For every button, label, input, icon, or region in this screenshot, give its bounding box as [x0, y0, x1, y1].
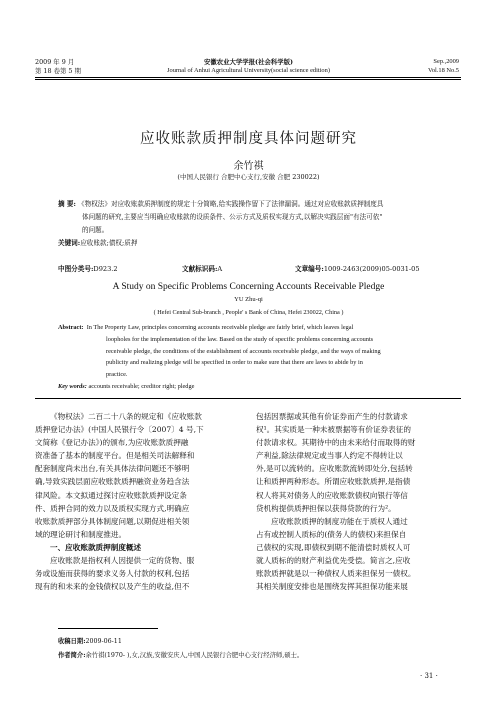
- doc-value: A: [217, 265, 223, 273]
- body-line: 外,是可以流转的。应收账款流转即处分,包括转: [256, 464, 413, 474]
- body-line: 包括因票据或其他有价证券而产生的付款请求: [256, 412, 408, 421]
- section-heading: 一、应收账款质押制度概述: [50, 542, 142, 552]
- abstract-line: 的问题。: [82, 226, 109, 234]
- id-label: 文章编号:: [295, 265, 324, 273]
- received-date: [58, 636, 122, 645]
- author-bio-value: 余竹祺(1970- ),女,汉族,安徽安庆人,中国人民银行合肥中心支行经济师,硕士。: [85, 652, 304, 659]
- clc-label: 中图分类号:: [58, 265, 94, 273]
- body-line: 己债权的实现,即债权到期不能清偿时质权人可: [256, 542, 411, 552]
- doc-code: [182, 263, 222, 273]
- body-line: 文简称《登记办法》)的颁布,为应收账款质押融: [35, 438, 189, 448]
- body-line: 律风险。本文拟通过探讨应收账款质押设定条: [35, 490, 187, 500]
- header-journal-cn: 安徽农业大学学报(社会科学版): [203, 58, 294, 66]
- abstract-en-line: practice.: [106, 371, 128, 379]
- abstract-en-line: loopholes for the implementation of the law. Based on the study of specific problems concerning accounts: [106, 335, 374, 343]
- keywords-en-value: accounts receivable; creditor right; pledge: [88, 383, 195, 390]
- keywords-label: 关键词:: [58, 239, 81, 247]
- header-journal-en: Journal of Anhui Agricultural University(social science edition): [167, 67, 330, 74]
- body-line: 就人质标的的财产利益优先受偿。简言之,应收: [256, 556, 411, 566]
- author-bio-label: 作者简介:: [58, 652, 86, 659]
- article-affiliation: (中国人民银行 合肥中心支行,安徽 合肥 230022): [177, 173, 320, 181]
- abstract-en-line: In The Property Law, principles concerning accounts receivable pledge are fairly brief, which leaves legal: [86, 324, 354, 331]
- body-line: 收账款质押部分具体制度问题,以期促进相关领: [35, 516, 190, 526]
- clc-number: [58, 263, 118, 273]
- header-rule-thin: [35, 79, 461, 80]
- body-line: 《物权法》二百二十八条的规定和《应收账款: [50, 412, 202, 421]
- body-line: 应收账款质押的制度功能在于质权人通过: [271, 516, 408, 526]
- body-line: 占有或控制人质标的(债务人的债权)来担保自: [256, 529, 407, 539]
- body-right-column: [256, 410, 459, 593]
- abstract-cn: [58, 198, 458, 250]
- id-value: 1009-2463(2009)05-0031-05: [323, 265, 420, 273]
- body-line: 域的理论研讨和制度推进。: [35, 529, 127, 539]
- english-affiliation: ( Hefei Central Sub-branch , People' s Bank of China, Hefei 230022, China ): [153, 309, 344, 316]
- body-line: 贷机构提供质押担保以获得贷款的行为²。: [256, 503, 396, 513]
- article-id: [295, 263, 420, 273]
- page-number: · 31 ·: [420, 672, 438, 680]
- header-volume: 第 18 卷第 5 期: [35, 67, 81, 75]
- body-line: 配套制度尚未出台,有关具体法律问题还不够明: [35, 464, 190, 474]
- abstract-line: 《物权法》对应收账款质押制度的规定十分简略,给实践操作留下了法律漏洞。通过对应收账款质押制度具: [78, 200, 384, 208]
- clc-value: D923.2: [93, 265, 118, 273]
- header-date: 2009 年 9 月: [35, 58, 75, 66]
- keywords-en: [58, 383, 194, 390]
- abstract-en: [58, 322, 453, 381]
- body-line: 账款质押就是以一种债权人质来担保另一债权。: [256, 569, 416, 579]
- keywords-en-label: Key words:: [58, 383, 87, 390]
- footnote-rule: [58, 628, 158, 629]
- header-date-en: Sep.,2009: [433, 58, 459, 65]
- author-bio: [58, 650, 303, 659]
- received-value: 2009-06-11: [85, 638, 122, 645]
- header-rule: [35, 77, 461, 78]
- header-volume-en: Vol.18 No.5: [428, 67, 459, 74]
- english-author: YU Zhu-qi: [234, 296, 263, 303]
- abstract-en-line: receivable pledge, the conditions of the establishment of accounts receivable pledge, and the ways of making: [106, 347, 381, 355]
- abstract-en-label: Abstract:: [58, 324, 84, 331]
- keywords-cn: 应收账款;债权;质押: [80, 239, 138, 247]
- body-line: 其相关制度安排也是围绕发挥其担保功能来展: [256, 582, 408, 592]
- body-line: 产利益,除法律规定或当事人约定不得转让以: [256, 451, 403, 461]
- abstract-label: 摘 要:: [58, 200, 76, 208]
- body-line: 现有的和未来的金钱债权以及产生的收益,但不: [35, 582, 190, 592]
- body-line: 权人将其对债务人的应收账款债权向银行等信: [256, 490, 408, 500]
- body-line: 资准备了基本的制度平台。但是相关司法解释和: [35, 451, 195, 461]
- body-line: 件、质押合同的效力以及质权实现方式,明确应: [35, 503, 190, 513]
- received-label: 收稿日期:: [58, 638, 86, 645]
- abstract-line: 体问题的研究,主要应当明确应收账款的设质条件、公示方式及质权实现方式,以解决实践层面"有法可依": [82, 213, 383, 221]
- article-title: 应收账款质押制度具体问题研究: [140, 131, 357, 147]
- body-line: 让和质押两种形态。所谓应收账款质押,是指债: [256, 477, 411, 487]
- doc-label: 文献标识码:: [182, 265, 218, 273]
- body-line: 权¹。其实质是一种未被票据等有价证券表征的: [256, 425, 411, 435]
- body-line: 务或设施而获得的要求义务人付款的权利,包括: [35, 569, 190, 579]
- body-line: 质押登记办法》(中国人民银行令〔2007〕4 号,下: [35, 425, 204, 435]
- body-line: 应收账款是指权利人因提供一定的货物、服: [50, 556, 195, 566]
- body-left-column: [35, 410, 238, 593]
- body-line: 付款请求权。其期待中的由未来给付而取得的财: [256, 438, 416, 448]
- abstract-en-line: publicity and realizing pledge will be specified in order to make sure that there are laws to abide by in: [106, 359, 363, 367]
- body-line: 确,导致实践层面应收账款质押融资业务趋含法: [35, 477, 190, 487]
- article-author: 余竹祺: [233, 161, 264, 172]
- section-rule: [35, 398, 461, 399]
- english-title: A Study on Specific Problems Concerning Accounts Receivable Pledge: [112, 282, 385, 292]
